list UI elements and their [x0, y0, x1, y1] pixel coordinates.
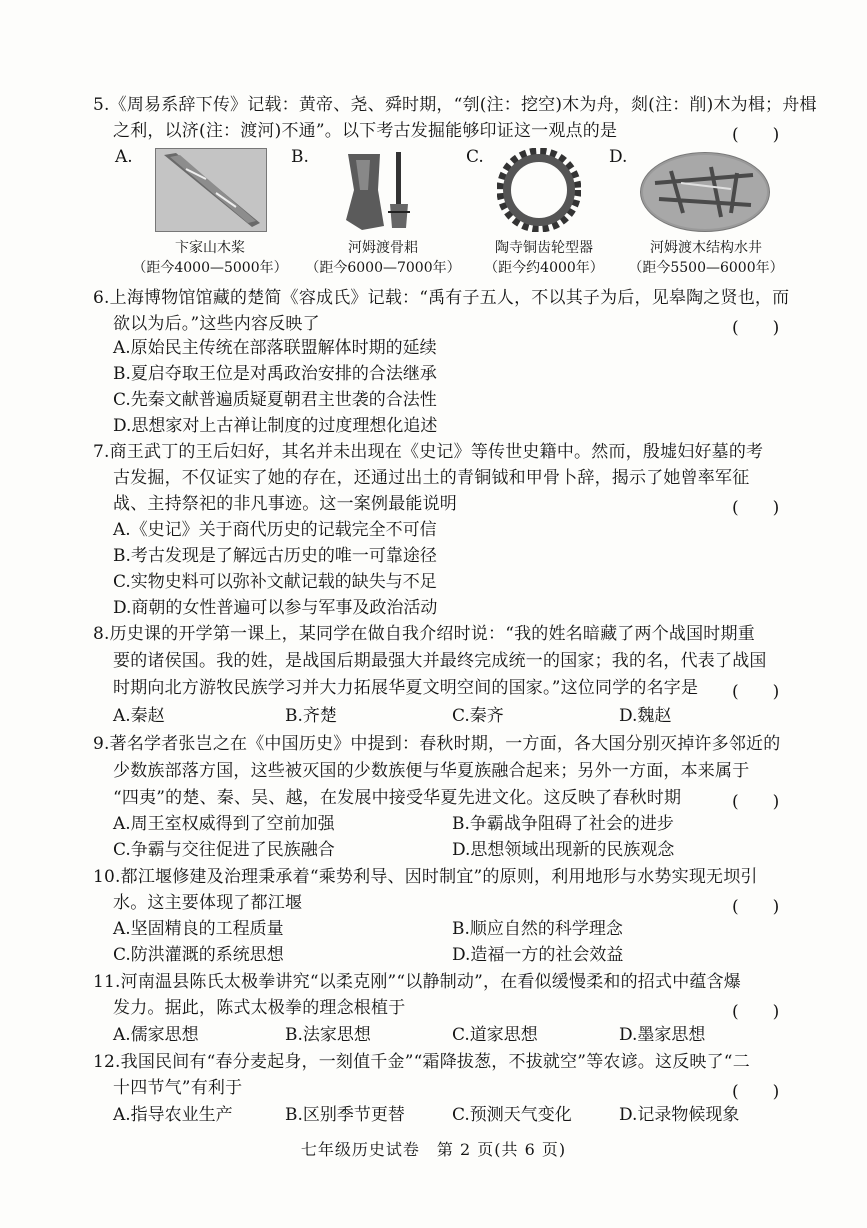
- question-text: 要的诸侯国。我的姓，是战国后期最强大并最终完成统一的国家；我的名，代表了战国: [113, 651, 767, 671]
- wooden-well-photo: [640, 152, 770, 232]
- question-text: 古发掘，不仅证实了她的存在，还通过出土的青铜钺和甲骨卜辞，揭示了她曾率军征: [113, 468, 750, 488]
- option-c: C.道家思想: [452, 1025, 538, 1045]
- option-b-letter: B.: [291, 147, 309, 167]
- option-b: B.顺应自然的科学理念: [452, 919, 623, 939]
- option-c: C.防洪灌溉的系统思想: [113, 945, 284, 965]
- answer-blank: ( ): [732, 125, 780, 145]
- option-d-date: （距今5500—6000年）: [628, 260, 784, 276]
- option-b: B.争霸战争阻碍了社会的进步: [452, 814, 674, 834]
- page-footer: 七年级历史试卷 第 2 页(共 6 页): [300, 1140, 567, 1159]
- option-b: B.法家思想: [285, 1025, 371, 1045]
- option-d: D.墨家思想: [619, 1025, 706, 1045]
- option-a: A.秦赵: [113, 706, 165, 726]
- option-a: A.指导农业生产: [113, 1105, 233, 1125]
- option-b: B.考古发现是了解远古历史的唯一可靠途径: [113, 546, 437, 566]
- question-text: 水。这主要体现了都江堰: [113, 893, 303, 913]
- question-text: 11.河南温县陈氏太极拳讲究“以柔克刚”“以静制动”，在看似缓慢柔和的招式中蕴含爆: [93, 972, 741, 992]
- question-text: 7.商王武丁的王后妇好，其名并未出现在《史记》等传世史籍中。然而，殷墟妇好墓的考: [93, 442, 764, 462]
- option-d: D.魏赵: [619, 706, 672, 726]
- option-c: C.预测天气变化: [452, 1105, 572, 1125]
- answer-blank: ( ): [732, 318, 780, 338]
- question-text: 十四节气”有利于: [113, 1078, 243, 1098]
- option-c-caption: 陶寺铜齿轮型器: [495, 240, 593, 256]
- question-text: 9.著名学者张岂之在《中国历史》中提到：春秋时期，一方面，各大国分别灭掉许多邻近的: [93, 734, 781, 754]
- answer-blank: ( ): [732, 792, 780, 812]
- question-text: 少数族部落方国，这些被灭国的少数族便与华夏族融合起来；另外一方面，本来属于: [113, 761, 750, 781]
- bone-spade-photo: [340, 150, 420, 232]
- question-text: 时期向北方游牧民族学习并大力拓展华夏文明空间的国家。”这位同学的名字是: [113, 678, 699, 698]
- option-a-letter: A.: [115, 147, 133, 167]
- option-a-date: （距今4000—5000年）: [132, 260, 288, 276]
- option-d: D.记录物候现象: [619, 1105, 740, 1125]
- answer-blank: ( ): [732, 682, 780, 702]
- option-b: B.夏启夺取王位是对禹政治安排的合法继承: [113, 364, 437, 384]
- answer-blank: ( ): [732, 1082, 780, 1102]
- option-a-caption: 卞家山木桨: [175, 240, 245, 256]
- question-text: 6.上海博物馆馆藏的楚简《容成氏》记载：“禹有子五人，不以其子为后，见皋陶之贤也，而: [93, 288, 790, 308]
- option-d: D.造福一方的社会效益: [452, 945, 624, 965]
- option-a: A.《史记》关于商代历史的记载完全不可信: [113, 520, 437, 540]
- answer-blank: ( ): [732, 1002, 780, 1022]
- question-text: 5.《周易系辞下传》记载：黄帝、尧、舜时期，“刳(注：挖空)木为舟，剡(注：削)木为楫；舟楫: [93, 95, 817, 115]
- option-b-date: （距今6000—7000年）: [305, 260, 461, 276]
- option-c: C.争霸与交往促进了民族融合: [113, 840, 335, 860]
- option-a: A.坚固精良的工程质量: [113, 919, 284, 939]
- question-text: 欲以为后。”这些内容反映了: [113, 314, 320, 334]
- option-c: C.先秦文献普遍质疑夏朝君主世袭的合法性: [113, 390, 437, 410]
- question-text: 之利，以济(注：渡河)不通”。以下考古发掘能够印证这一观点的是: [113, 121, 618, 141]
- question-text: 8.历史课的开学第一课上，某同学在做自我介绍时说：“我的姓名暗藏了两个战国时期重: [93, 624, 755, 644]
- question-text: 10.都江堰修建及治理秉承着“乘势利导、因时制宜”的原则，利用地形与水势实现无坝引: [93, 867, 758, 887]
- answer-blank: ( ): [732, 498, 780, 518]
- option-b: B.区别季节更替: [285, 1105, 405, 1125]
- question-text: 12.我国民间有“春分麦起身，一刻值千金”“霜降拔葱，不拔就空”等农谚。这反映了“二: [93, 1052, 750, 1072]
- option-a: A.儒家思想: [113, 1025, 199, 1045]
- answer-blank: ( ): [732, 897, 780, 917]
- option-b: B.齐楚: [285, 706, 337, 726]
- option-c-letter: C.: [466, 147, 484, 167]
- question-text: 发力。据此，陈式太极拳的理念根植于: [113, 998, 406, 1018]
- option-d-letter: D.: [609, 147, 628, 167]
- bronze-gear-photo: [497, 148, 581, 232]
- option-b-caption: 河姆渡骨耜: [348, 240, 418, 256]
- option-a: A.原始民主传统在部落联盟解体时期的延续: [113, 338, 437, 358]
- option-c: C.秦齐: [452, 706, 504, 726]
- wooden-oar-photo: [155, 148, 267, 232]
- option-a: A.周王室权威得到了空前加强: [113, 814, 335, 834]
- option-d: D.商朝的女性普遍可以参与军事及政治活动: [113, 598, 438, 618]
- question-text: 战、主持祭祀的非凡事迹。这一案例最能说明: [113, 494, 457, 514]
- option-c: C.实物史料可以弥补文献记载的缺失与不足: [113, 572, 437, 592]
- question-text: “四夷”的楚、秦、吴、越，在发展中接受华夏先进文化。这反映了春秋时期: [113, 788, 682, 808]
- option-d: D.思想领域出现新的民族观念: [452, 840, 675, 860]
- option-d-caption: 河姆渡木结构水井: [650, 240, 762, 256]
- option-d: D.思想家对上古禅让制度的过度理想化追述: [113, 416, 438, 436]
- option-c-date: （距今约4000年）: [484, 260, 604, 276]
